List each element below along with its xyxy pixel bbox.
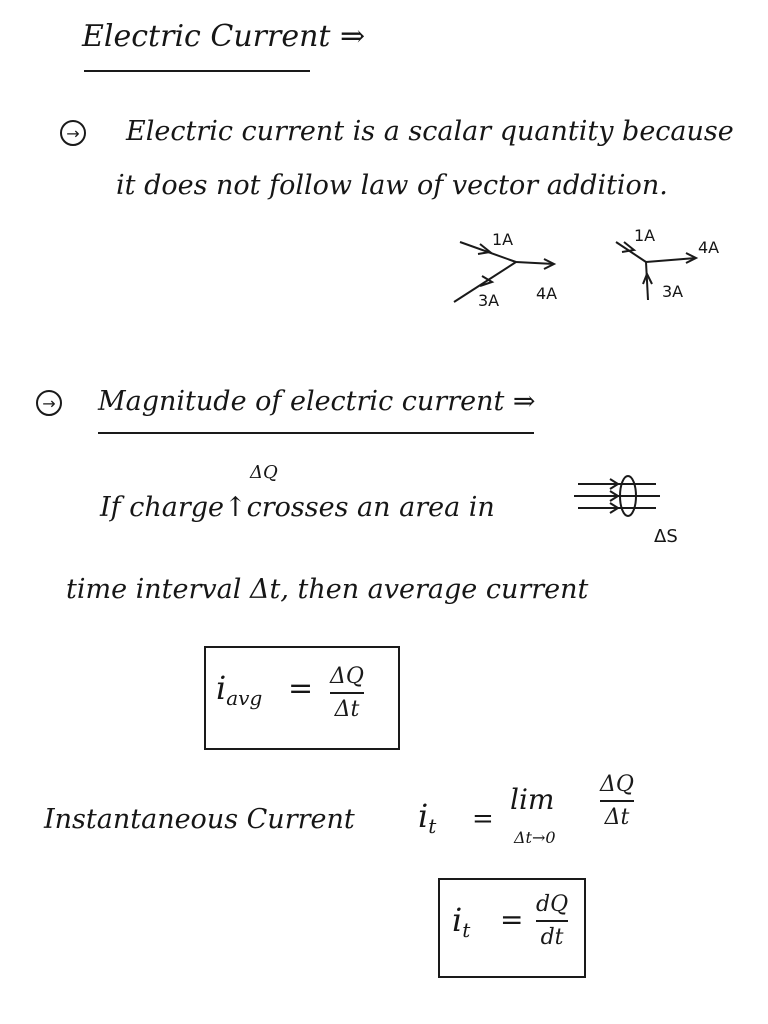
point2-heading: Magnitude of electric current ⇒ <box>98 386 536 417</box>
junction-right-out: 4A <box>698 238 720 257</box>
instantaneous-label: Instantaneous Current <box>44 804 355 835</box>
instantaneous-i: i <box>418 797 429 835</box>
inst-current-i: i <box>452 901 463 939</box>
point1-line2: it does not follow law of vector addition. <box>116 170 668 201</box>
bullet-2: → <box>36 390 62 416</box>
charge-line2: time interval Δt, then average current <box>66 574 589 605</box>
avg-current-symbol <box>216 669 263 710</box>
avg-current-fraction-bar <box>330 692 364 694</box>
junction-left-out: 4A <box>536 284 558 303</box>
instantaneous-equals: = <box>472 804 494 834</box>
avg-current-denominator: Δt <box>334 697 360 722</box>
point1-line1: Electric current is a scalar quantity because <box>126 116 734 147</box>
instantaneous-subscript: t <box>428 814 437 838</box>
junction-left-in-bottom: 3A <box>478 291 500 310</box>
junction-left-in-top: 1A <box>492 230 514 249</box>
avg-current-subscript: avg <box>226 686 263 710</box>
avg-current-i: i <box>216 669 227 707</box>
charge-line1: If charge↑crosses an area in <box>100 492 495 523</box>
inst-current-symbol <box>452 901 471 942</box>
inst-current-numerator: dQ <box>536 892 569 917</box>
inst-current-equals: = <box>500 903 524 936</box>
page-title: Electric Current ⇒ <box>82 19 366 54</box>
junction-right-in-top: 1A <box>634 226 656 245</box>
point2-heading-underline <box>98 432 534 434</box>
inst-current-fraction-bar <box>536 920 568 922</box>
limit-label: lim <box>510 783 555 816</box>
inst-current-subscript: t <box>462 918 471 942</box>
area-diagram <box>570 470 680 530</box>
bullet-1: → <box>60 120 86 146</box>
instantaneous-fraction-bar <box>600 800 634 802</box>
avg-current-equals: = <box>288 671 314 706</box>
instantaneous-fraction <box>600 772 634 830</box>
junction-right-in-bottom: 3A <box>662 282 684 301</box>
avg-current-fraction <box>330 664 364 722</box>
limit-subscript: Δt→0 <box>514 828 556 847</box>
junction-diagram-left <box>450 228 580 318</box>
instantaneous-denominator: Δt <box>604 805 630 830</box>
area-label: ΔS <box>654 526 678 547</box>
avg-current-numerator: ΔQ <box>330 664 364 689</box>
title-underline <box>84 70 310 72</box>
instantaneous-symbol <box>418 797 437 838</box>
instantaneous-numerator: ΔQ <box>600 772 634 797</box>
inst-current-fraction <box>536 892 568 950</box>
inst-current-denominator: dt <box>540 925 564 950</box>
delta-q-label: ΔQ <box>250 462 278 483</box>
